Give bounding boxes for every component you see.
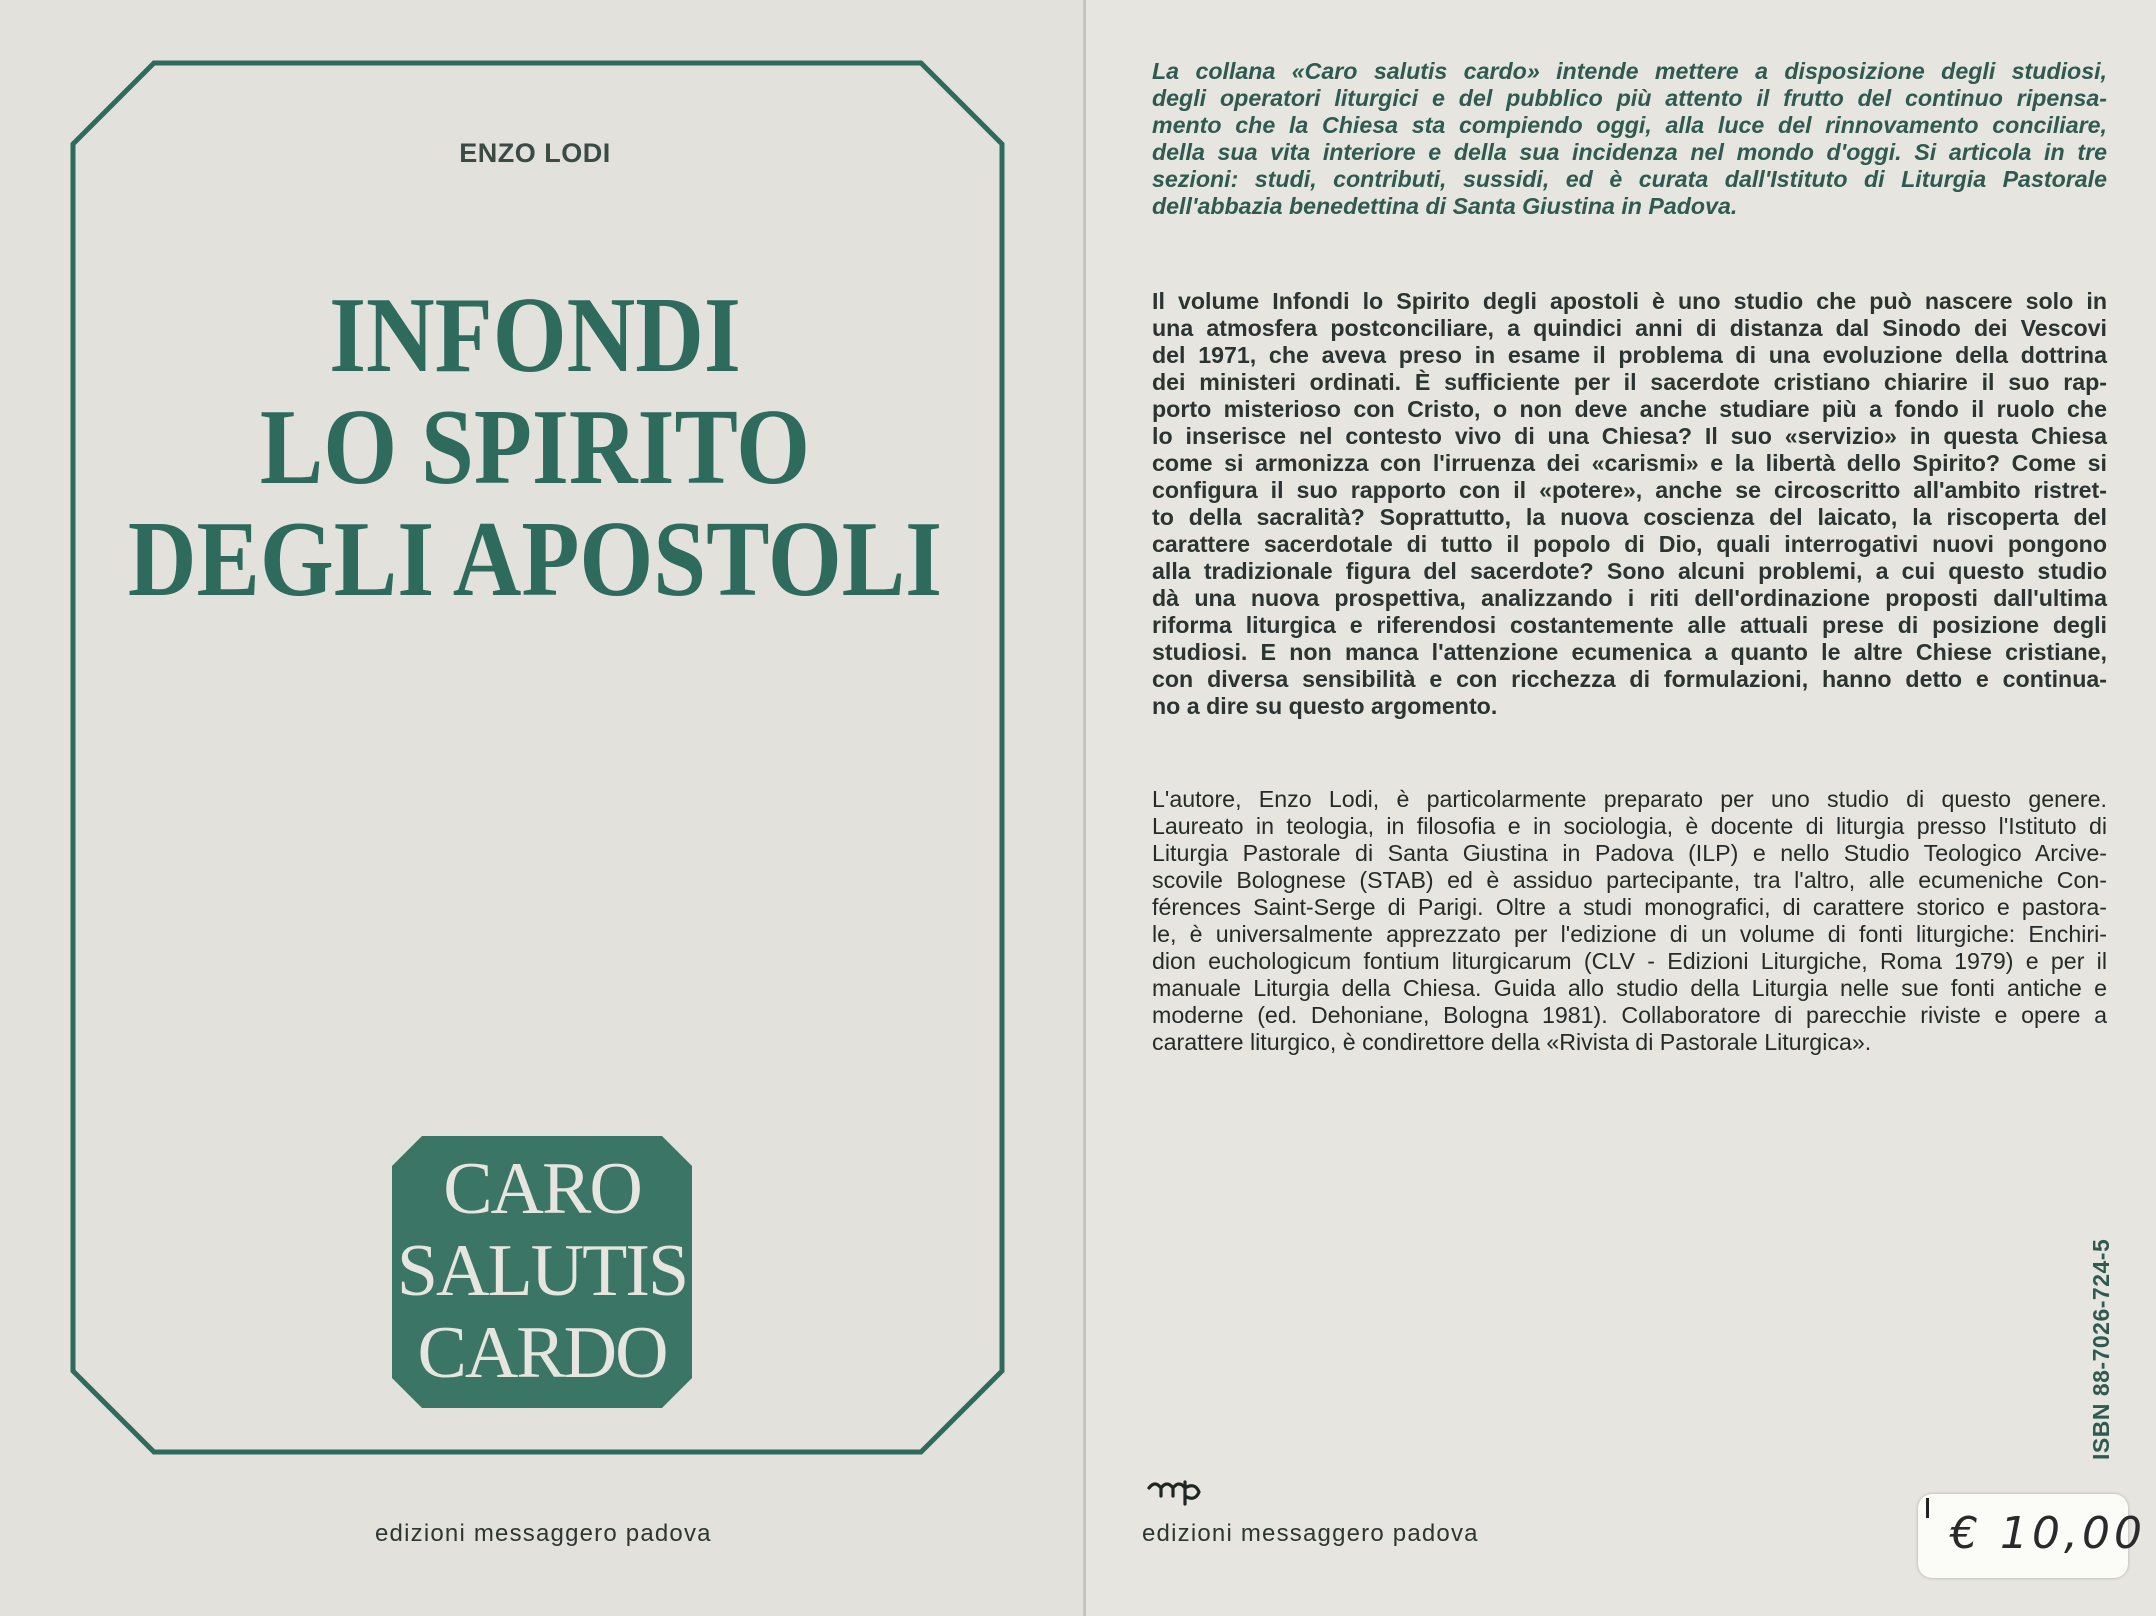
text-line: L'autore, Enzo Lodi, è particolarmente preparato per uno studio di questo genere.	[1152, 786, 2107, 812]
text-line: La collana «Caro salutis cardo» intende mettere a disposizione degli studiosi,	[1152, 58, 2107, 84]
text-line: sezioni: studi, contributi, sussidi, ed è curata dall'Istituto di Liturgia Pastorale	[1152, 166, 2107, 192]
text-line: manuale Liturgia della Chiesa. Guida allo studio della Liturgia nelle sue fonti antiche e	[1152, 975, 2107, 1001]
text-line: come si armonizza con l'irruenza dei «carismi» e la libertà dello Spirito? Come si	[1152, 450, 2107, 476]
series-description	[1152, 58, 2107, 220]
text-line: una atmosfera postconciliare, a quindici anni di distanza dal Sinodo dei Vescovi	[1152, 315, 2107, 341]
text-line: no a dire su questo argomento.	[1152, 693, 1498, 719]
text-line: dell'abbazia benedettina di Santa Giustina in Padova.	[1152, 193, 1738, 219]
text-line: carattere sacerdotale di tutto il popolo di Dio, quali interrogativi nuovi pongono	[1152, 531, 2107, 557]
author-bio	[1152, 786, 2107, 1056]
text-line: to della sacralità? Soprattutto, la nuova coscienza del laicato, la riscoperta del	[1152, 504, 2107, 530]
text-line: del 1971, che aveva preso in esame il problema di una evoluzione della dottrina	[1152, 342, 2107, 368]
series-logo-text	[392, 1148, 692, 1394]
book-title	[117, 276, 953, 619]
text-line: le, è universalmente apprezzato per l'edizione di un volume di fonti liturgiche: Enchiri-	[1152, 921, 2107, 947]
text-line: dion euchologicum fontium liturgicarum (CLV - Edizioni Liturgiche, Roma 1979) e per il	[1152, 948, 2107, 974]
text-line: configura il suo rapporto con il «potere», anche se circoscritto all'ambito ristret-	[1152, 477, 2107, 503]
isbn: ISBN 88-7026-724-5	[2088, 1238, 2114, 1460]
text-line: dà una nuova prospettiva, analizzando i riti dell'ordinazione proposti dall'ultima	[1152, 585, 2107, 611]
text-line: dei ministeri ordinati. È sufficiente per il sacerdote cristiano chiarire il suo rap-	[1152, 369, 2107, 395]
series-logo-line: SALUTIS	[396, 1230, 688, 1312]
emp-publisher-logo	[1145, 1478, 1205, 1508]
price-label: € 10,00	[1950, 1508, 2146, 1559]
text-line: studiosi. E non manca l'attenzione ecumenica a quanto le altre Chiese cristiane,	[1152, 639, 2107, 665]
text-line: lo inserisce nel contesto vivo di una Chiesa? Il suo «servizio» in questa Chiesa	[1152, 423, 2107, 449]
text-line: férences Saint-Serge di Parigi. Oltre a studi monografici, di carattere storico e pastora-	[1152, 894, 2107, 920]
text-line: con diversa sensibilità e con ricchezza di formulazioni, hanno detto e continua-	[1152, 666, 2107, 692]
text-line: della sua vita interiore e della sua incidenza nel mondo d'oggi. Si articola in tre	[1152, 139, 2107, 165]
text-line: degli operatori liturgici e del pubblico più attento il frutto del continuo ripensa-	[1152, 85, 2107, 111]
text-line: carattere liturgico, è condirettore della «Rivista di Pastorale Liturgica».	[1152, 1029, 1872, 1055]
title-line: LO SPIRITO	[259, 388, 811, 507]
series-logo-line: CARDO	[417, 1312, 667, 1394]
text-line: Il volume Infondi lo Spirito degli apostoli è uno studio che può nascere solo in	[1152, 288, 2107, 314]
series-logo-line: CARO	[443, 1148, 641, 1230]
text-line: Laureato in teologia, in filosofia e in sociologia, è docente di liturgia presso l'Istituto di	[1152, 813, 2107, 839]
title-line: DEGLI APOSTOLI	[127, 500, 943, 619]
title-line: INFONDI	[329, 276, 741, 395]
text-line: scovile Bolognese (STAB) ed è assiduo partecipante, tra l'altro, alle ecumeniche Con-	[1152, 867, 2107, 893]
author-name: ENZO LODI	[459, 138, 611, 168]
front-publisher-name: edizioni messaggero padova	[375, 1520, 712, 1547]
sticker-mark	[1926, 1498, 1929, 1518]
back-publisher-name: edizioni messaggero padova	[1142, 1520, 1479, 1547]
text-line: alla tradizionale figura del sacerdote? Sono alcuni problemi, a cui questo studio	[1152, 558, 2107, 584]
text-line: moderne (ed. Dehoniane, Bologna 1981). Collaboratore di parecchie riviste e opere a	[1152, 1002, 2107, 1028]
text-line: riforma liturgica e riferendosi costantemente alle attuali prese di posizione degli	[1152, 612, 2107, 638]
text-line: mento che la Chiesa sta compiendo oggi, alla luce del rinnovamento conciliare,	[1152, 112, 2107, 138]
text-line: Liturgia Pastorale di Santa Giustina in Padova (ILP) e nello Studio Teologico Arcive-	[1152, 840, 2107, 866]
text-line: porto misterioso con Cristo, o non deve anche studiare più a fondo il ruolo che	[1152, 396, 2107, 422]
volume-description	[1152, 288, 2107, 720]
